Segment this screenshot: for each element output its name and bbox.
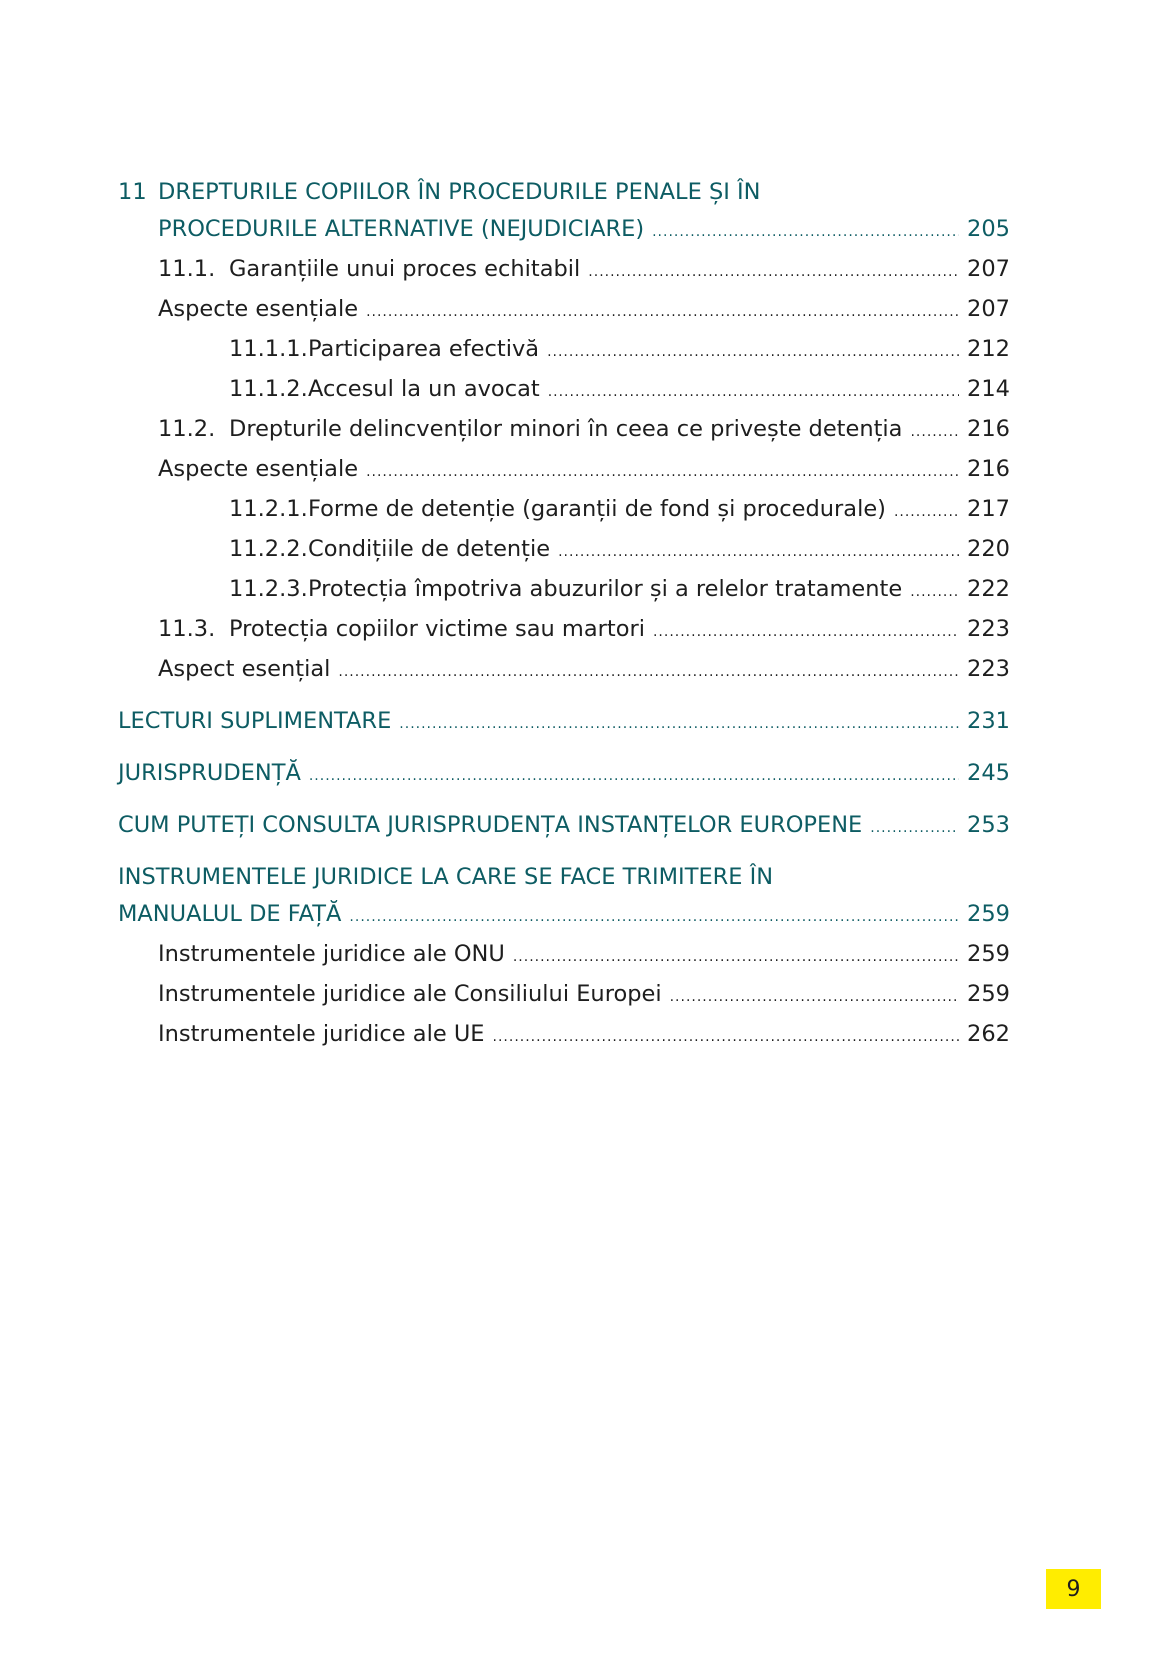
- toc-entry-11-2[interactable]: [118, 411, 1010, 451]
- toc-section-instrumente-juridice[interactable]: [118, 859, 1010, 936]
- toc-entry-11-1-1[interactable]: [118, 331, 1010, 371]
- toc-entry-instrumente-ue[interactable]: [118, 1016, 1010, 1056]
- page-number: 259: [967, 901, 1010, 927]
- entry-title: Aspecte esențiale: [158, 296, 359, 322]
- dot-leader: [894, 494, 959, 531]
- page-number: 259: [967, 941, 1010, 967]
- page-number: 207: [967, 256, 1010, 282]
- entry-number: 11.2.: [158, 416, 216, 442]
- toc-chapter-11[interactable]: [118, 174, 1010, 251]
- dot-leader: [558, 534, 959, 571]
- entry-title: Instrumentele juridice ale ONU: [158, 941, 505, 967]
- page-number: 212: [967, 336, 1010, 362]
- entry-number: 11.3.: [158, 616, 216, 642]
- dot-leader: [653, 614, 959, 651]
- toc-section-consultare-jurisprudenta[interactable]: [118, 807, 1010, 847]
- toc-entry-instrumente-onu[interactable]: [118, 936, 1010, 976]
- page-number: 207: [967, 296, 1010, 322]
- dot-leader: [548, 374, 959, 411]
- page-number: 253: [967, 812, 1010, 838]
- dot-leader: [493, 1019, 960, 1056]
- section-title: CUM PUTEȚI CONSULTA JURISPRUDENȚA INSTANȚELOR EUROPENE: [118, 812, 863, 838]
- entry-title: Garanțiile unui proces echitabil: [229, 256, 581, 282]
- dot-leader: [366, 454, 959, 491]
- entry-title: Protecția împotriva abuzurilor și a relelor tratamente: [308, 576, 903, 602]
- page-number: 245: [967, 760, 1010, 786]
- page-number: 222: [967, 576, 1010, 602]
- page-number: 223: [967, 616, 1010, 642]
- page-number: 216: [967, 416, 1010, 442]
- entry-title: Aspecte esențiale: [158, 456, 359, 482]
- entry-number: 11.1.: [158, 256, 216, 282]
- page-number: 223: [967, 656, 1010, 682]
- dot-leader: [399, 706, 959, 743]
- section-title: JURISPRUDENȚĂ: [118, 760, 301, 786]
- page-number: 231: [967, 708, 1010, 734]
- entry-title: Instrumentele juridice ale Consiliului Europei: [158, 981, 662, 1007]
- entry-number: 11.2.2.: [229, 536, 308, 562]
- entry-title: Aspect esențial: [158, 656, 331, 682]
- toc-entry-11-1[interactable]: [118, 251, 1010, 291]
- toc-entry-aspect-esential[interactable]: [118, 651, 1010, 691]
- dot-leader: [349, 899, 959, 936]
- section-title-line1: INSTRUMENTELE JURIDICE LA CARE SE FACE TRIMITERE ÎN: [118, 864, 774, 890]
- page-number-badge: 9: [1046, 1569, 1101, 1609]
- toc-entry-11-2-2[interactable]: [118, 531, 1010, 571]
- section-title-line2: MANUALUL DE FAȚĂ: [118, 901, 342, 927]
- entry-title: Accesul la un avocat: [308, 376, 540, 402]
- toc-entry-11-1-2[interactable]: [118, 371, 1010, 411]
- entry-title: Forme de detenție (garanții de fond și procedurale): [308, 496, 886, 522]
- page-number: 262: [967, 1021, 1010, 1047]
- dot-leader: [588, 254, 959, 291]
- toc-section-lecturi-suplimentare[interactable]: [118, 703, 1010, 743]
- toc-entry-11-2-3[interactable]: [118, 571, 1010, 611]
- entry-title: Participarea efectivă: [308, 336, 540, 362]
- page-number: 259: [967, 981, 1010, 1007]
- chapter-title-line2: PROCEDURILE ALTERNATIVE (NEJUDICIARE): [158, 216, 645, 242]
- dot-leader: [547, 334, 959, 371]
- page-number: 216: [967, 456, 1010, 482]
- toc-section-jurisprudenta[interactable]: [118, 755, 1010, 795]
- dot-leader: [513, 939, 959, 976]
- entry-title: Drepturile delincvenților minori în ceea ce privește detenția: [229, 416, 903, 442]
- entry-title: Protecția copiilor victime sau martori: [229, 616, 645, 642]
- chapter-title-line1: DREPTURILE COPIILOR ÎN PROCEDURILE PENALE ȘI ÎN: [158, 179, 761, 205]
- toc-entry-aspecte-esentiale[interactable]: [118, 451, 1010, 491]
- toc-entry-11-3[interactable]: [118, 611, 1010, 651]
- dot-leader: [910, 414, 959, 451]
- dot-leader: [309, 758, 959, 795]
- dot-leader: [870, 810, 959, 847]
- entry-number: 11.1.1.: [229, 336, 308, 362]
- dot-leader: [910, 574, 959, 611]
- toc-entry-instrumente-consiliul-europei[interactable]: [118, 976, 1010, 1016]
- entry-title: Instrumentele juridice ale UE: [158, 1021, 485, 1047]
- page-number: 205: [967, 216, 1010, 242]
- toc-entry-11-2-1[interactable]: [118, 491, 1010, 531]
- dot-leader: [670, 979, 959, 1016]
- dot-leader: [366, 294, 959, 331]
- entry-number: 11.2.1.: [229, 496, 308, 522]
- entry-number: 11.1.2.: [229, 376, 308, 402]
- table-of-contents: [118, 174, 1010, 1056]
- toc-entry-aspecte-esentiale[interactable]: [118, 291, 1010, 331]
- dot-leader: [652, 214, 959, 251]
- entry-title: Condițiile de detenție: [308, 536, 551, 562]
- entry-number: 11.2.3.: [229, 576, 308, 602]
- page-number: 214: [967, 376, 1010, 402]
- section-title: LECTURI SUPLIMENTARE: [118, 708, 392, 734]
- dot-leader: [338, 654, 959, 691]
- page-number: 220: [967, 536, 1010, 562]
- page-number: 217: [967, 496, 1010, 522]
- chapter-number: 11: [118, 179, 147, 205]
